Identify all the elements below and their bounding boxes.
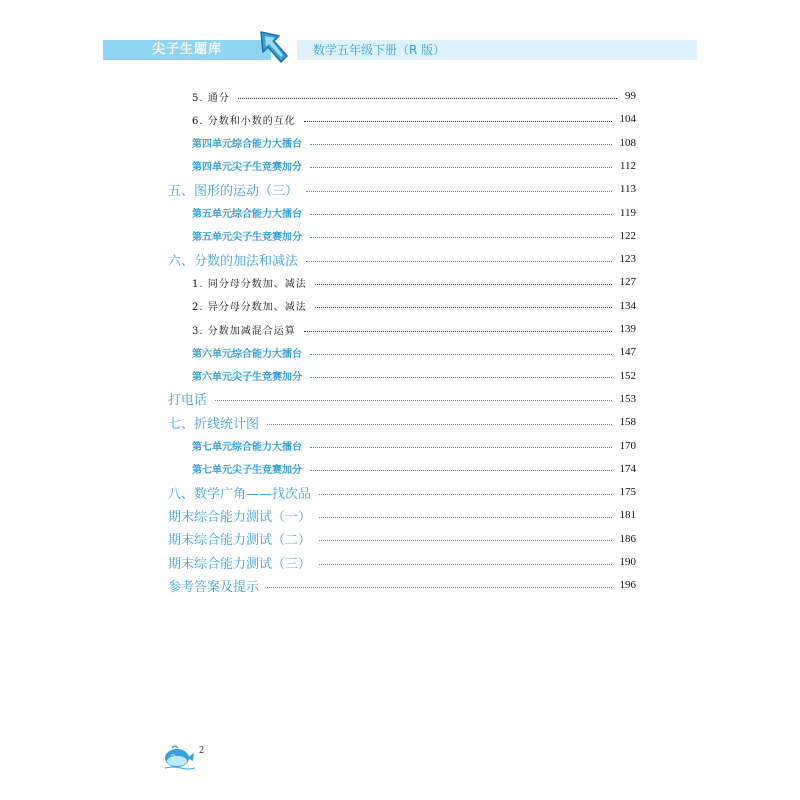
toc-entry	[192, 204, 636, 222]
toc-entry-title: 第四单元综合能力大擂台	[192, 139, 302, 151]
toc-entry-title: 打电话	[168, 393, 208, 409]
toc-dot-leader	[310, 354, 612, 355]
toc-entry	[192, 157, 636, 175]
toc-entry-title: 五、图形的运动（三）	[168, 183, 299, 199]
toc-entry-title: 期末综合能力测试（二）	[168, 533, 312, 549]
subject-title: 数学五年级下册（R 版）	[313, 43, 446, 57]
toc-entry-title: 七、折线统计图	[168, 416, 260, 432]
toc-entry-page: 175	[619, 486, 636, 499]
toc-entry-title: 5. 通分	[192, 92, 230, 104]
toc-entry-page: 152	[619, 369, 636, 382]
toc-entry-page: 112	[619, 159, 636, 172]
toc-entry	[192, 273, 636, 291]
toc-dot-leader	[304, 121, 612, 122]
toc-entry-title: 第六单元综合能力大擂台	[192, 348, 302, 360]
toc-entry-page: 134	[619, 299, 636, 312]
toc-entry-title: 第七单元综合能力大擂台	[192, 442, 302, 453]
toc-entry-title: 期末综合能力测试（一）	[168, 509, 312, 525]
toc-entry	[168, 553, 636, 571]
toc-entry	[168, 576, 636, 594]
toc-dot-leader	[304, 331, 612, 332]
toc-entry-page: 123	[619, 253, 636, 266]
toc-entry	[168, 413, 636, 431]
toc-dot-leader	[267, 424, 611, 425]
toc-entry-title: 6. 分数和小数的互化	[192, 115, 296, 127]
toc-entry	[192, 87, 636, 105]
toc-dot-leader	[319, 517, 611, 518]
toc-dot-leader	[310, 447, 612, 448]
toc-entry-page: 139	[619, 323, 636, 335]
toc-entry-title: 第四单元尖子生竞赛加分	[192, 162, 302, 174]
toc-entry	[192, 367, 636, 385]
toc-dot-leader	[306, 261, 611, 262]
toc-entry	[192, 227, 636, 245]
toc-entry-title: 2. 异分母分数加、减法	[192, 302, 307, 314]
toc-entry	[192, 343, 636, 361]
toc-entry	[192, 320, 636, 338]
toc-entry	[192, 437, 636, 455]
toc-entry-title: 参考答案及提示	[168, 579, 260, 595]
toc-entry-page: 181	[619, 509, 636, 522]
toc-entry-title: 3. 分数加减混合运算	[192, 325, 296, 337]
toc-entry	[168, 530, 636, 548]
toc-dot-leader	[310, 470, 612, 471]
toc-entry-page: 153	[619, 392, 636, 405]
toc-entry-title: 期末综合能力测试（三）	[168, 556, 312, 572]
toc-dot-leader	[267, 587, 611, 588]
toc-dot-leader	[315, 307, 612, 308]
toc-dot-leader	[310, 237, 612, 238]
toc-entry	[168, 250, 636, 268]
toc-dot-leader	[310, 167, 612, 168]
toc-dot-leader	[310, 214, 612, 215]
toc-entry-title: 第七单元尖子生竞赛加分	[192, 465, 302, 477]
toc-entry-page: 190	[619, 556, 636, 568]
toc-entry	[192, 134, 636, 152]
toc-dot-leader	[319, 564, 611, 565]
toc-entry	[192, 297, 636, 315]
toc-entry	[168, 506, 636, 524]
toc-entry-title: 六、分数的加法和减法	[168, 253, 299, 269]
toc-entry-title: 八、数学广角——找次品	[168, 486, 312, 502]
toc-entry-page: 127	[619, 276, 636, 289]
toc-entry-page: 147	[619, 346, 636, 359]
toc-entry	[192, 460, 636, 478]
toc-dot-leader	[215, 400, 611, 401]
toc-dot-leader	[238, 98, 617, 99]
toc-entry-page: 113	[619, 183, 636, 196]
toc-entry-title: 第五单元尖子生竞赛加分	[192, 232, 302, 244]
toc-entry-page: 170	[619, 439, 636, 452]
toc-entry-page: 104	[619, 113, 636, 126]
toc-entry	[192, 110, 636, 128]
toc-dot-leader	[319, 494, 611, 495]
brand-title: 尖子生题库	[103, 40, 271, 60]
toc-entry-page: 186	[619, 532, 636, 545]
toc-entry-page: 99	[625, 90, 636, 102]
toc-entry	[168, 180, 636, 198]
toc-dot-leader	[315, 284, 612, 285]
toc-entry-page: 174	[619, 462, 636, 475]
toc-entry	[168, 483, 636, 501]
whale-mascot-icon	[163, 744, 197, 770]
toc-entry-title: 第五单元综合能力大擂台	[192, 209, 302, 220]
toc-entry	[168, 390, 636, 408]
page-footer	[163, 744, 223, 770]
toc-dot-leader	[319, 540, 611, 541]
toc-entry-page: 196	[619, 579, 636, 592]
toc-entry-title: 第六单元尖子生竞赛加分	[192, 372, 302, 384]
toc-dot-leader	[306, 191, 612, 192]
toc-entry-page: 119	[619, 206, 636, 219]
toc-entry-page: 108	[619, 136, 636, 149]
toc-entry-page: 122	[619, 229, 636, 242]
toc-dot-leader	[310, 144, 612, 145]
toc-dot-leader	[310, 377, 612, 378]
toc-entry-title: 1. 同分母分数加、减法	[192, 278, 307, 290]
toc-entry-page: 158	[619, 416, 636, 429]
page-number: 2	[199, 745, 204, 756]
